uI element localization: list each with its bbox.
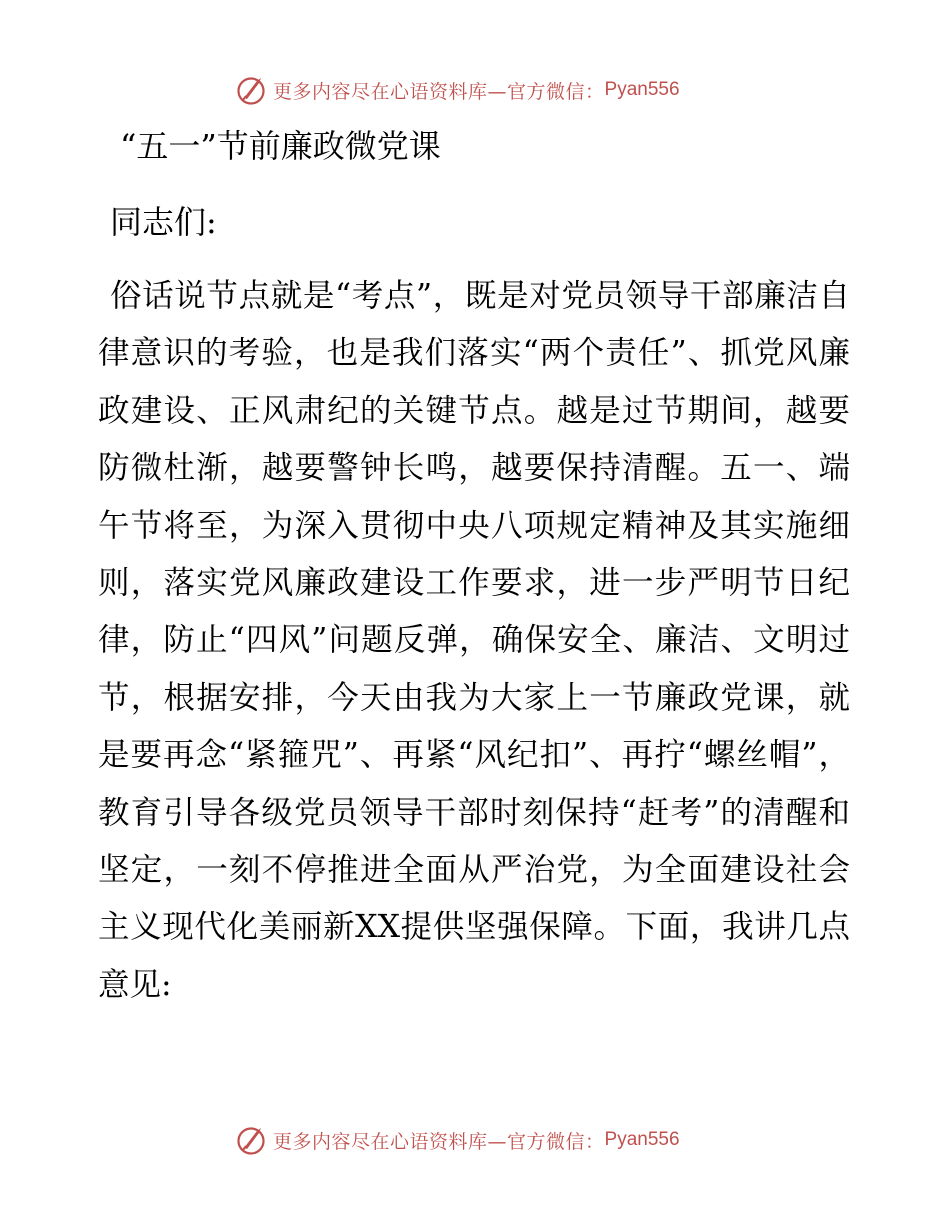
body-paragraph: 俗话说节点就是“考点”，既是对党员领导干部廉洁自律意识的考验，也是我们落实“两个责任”、抓党风廉政建设、正风肃纪的关键节点。越是过节期间，越要防微杜渐，越要警钟长鸣，越要保持清醒。五一、端午节将至，为深入贯彻中央八项规定精神及其实施细则，落实党风廉政建设工作要求，进一步严明节日纪律，防止“四风”问题反弹，确保安全、廉洁、文明过节，根据安排，今天由我为大家上一节廉政党课，就是要再念“紧箍咒”、再紧“风纪扣”、再拧“螺丝帽”，教育引导各级党员领导干部时刻保持“赶考”的清醒和坚定，一刻不停推进全面从严治党，为全面建设社会主义现代化美丽新XX提供坚强保障。下面，我讲几点意见: bbox=[98, 278, 850, 1003]
header-watermark bbox=[235, 73, 680, 107]
document-title: “五一”节前廉政微党课 bbox=[120, 127, 441, 165]
salutation: 同志们: bbox=[110, 203, 217, 241]
watermark-text: 更多内容尽在心语资料库—官方微信： bbox=[273, 1130, 605, 1153]
watermark-wechat-id: Pyan556 bbox=[604, 1129, 680, 1150]
quill-pen-logo-icon bbox=[235, 1124, 267, 1156]
watermark-text: 更多内容尽在心语资料库—官方微信： bbox=[273, 80, 605, 103]
watermark-wechat-id: Pyan556 bbox=[604, 79, 680, 100]
footer-watermark bbox=[235, 1123, 680, 1157]
quill-pen-logo-icon bbox=[235, 74, 267, 106]
